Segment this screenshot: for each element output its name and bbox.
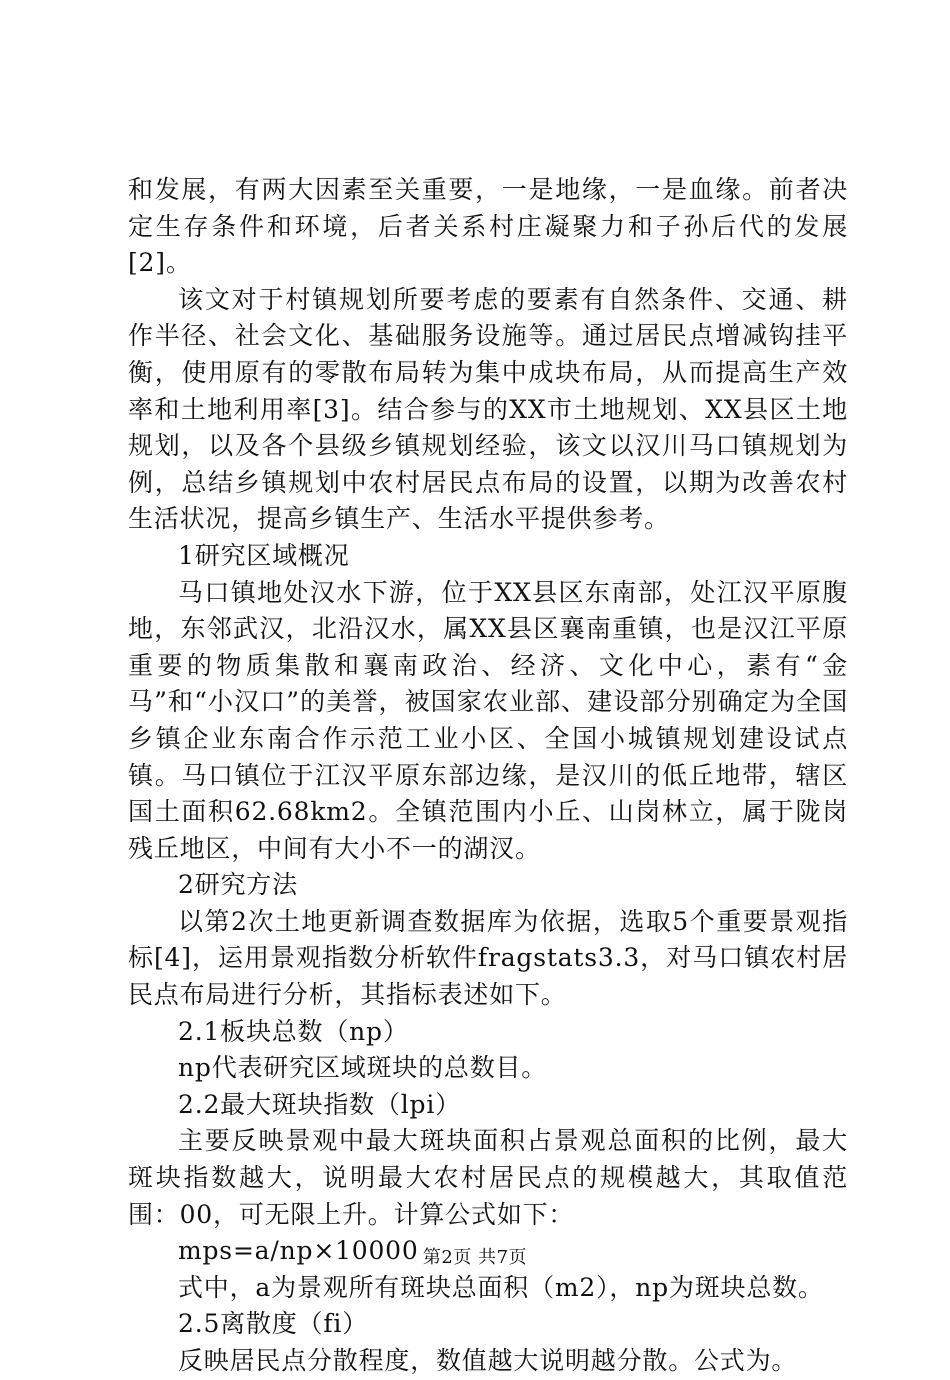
page-number-footer: 第2页 共7页 [422,1247,528,1268]
section-heading-2: 2研究方法 [178,870,298,900]
document-body [128,172,848,1380]
paragraph-np-definition: np代表研究区域斑块的总数目。 [178,1053,548,1083]
formula-mps: mps=a/np×10000 [178,1236,419,1266]
paragraph-fi-description: 反映居民点分散程度，数值越大说明越分散。公式为。 [178,1346,798,1375]
paragraph-continued: 和发展，有两大因素至关重要，一是地缘，一是血缘。前者决定生存条件和环境，后者关系村庄凝聚力和子孙后代的发展[2]。 [128,175,848,278]
paragraph-lpi-description: 主要反映景观中最大斑块面积占景观总面积的比例，最大斑块指数越大，说明最大农村居民点的规模越大，其取值范围：00，可无限上升。计算公式如下： [128,1126,848,1229]
section-heading-1: 1研究区域概况 [178,540,350,570]
paragraph-intro-planning: 该文对于村镇规划所要考虑的要素有自然条件、交通、耕作半径、社会文化、基础服务设施等。通过居民点增减钩挂平衡，使用原有的零散布局转为集中成块布局，从而提高生产效率和土地利用率[3]。结合参与的XX市土地规划、XX县区土地规划，以及各个县级乡镇规划经验，该文以汉川马口镇规划为例，总结乡镇规划中农村居民点布局的设置，以期为改善农村生活状况，提高乡镇生产、生活水平提供参考。 [128,284,848,534]
subsection-heading-2-1: 2.1板块总数（np） [178,1016,409,1046]
paragraph-formula-explanation: 式中，a为景观所有斑块总面积（m2），np为斑块总数。 [178,1272,824,1302]
subsection-heading-2-2: 2.2最大斑块指数（lpi） [178,1089,461,1119]
subsection-heading-2-5: 2.5离散度（fi） [178,1309,369,1339]
paragraph-study-area: 马口镇地处汉水下游，位于XX县区东南部，处江汉平原腹地，东邻武汉，北沿汉水，属XX县区襄南重镇，也是汉江平原重要的物质集散和襄南政治、经济、文化中心，素有“金马”和“小汉口”的美誉，被国家农业部、建设部分别确定为全国乡镇企业东南合作示范工业小区、全国小城镇规划建设试点镇。马口镇位于江汉平原东部边缘，是汉川的低丘地带，辖区国土面积62.68km2。全镇范围内小丘、山岗林立，属于陇岗残丘地区，中间有大小不一的湖汊。 [128,577,848,863]
paragraph-method: 以第2次土地更新调查数据库为依据，选取5个重要景观指标[4]，运用景观指数分析软件fragstats3.3，对马口镇农村居民点布局进行分析，其指标表述如下。 [128,906,848,1010]
